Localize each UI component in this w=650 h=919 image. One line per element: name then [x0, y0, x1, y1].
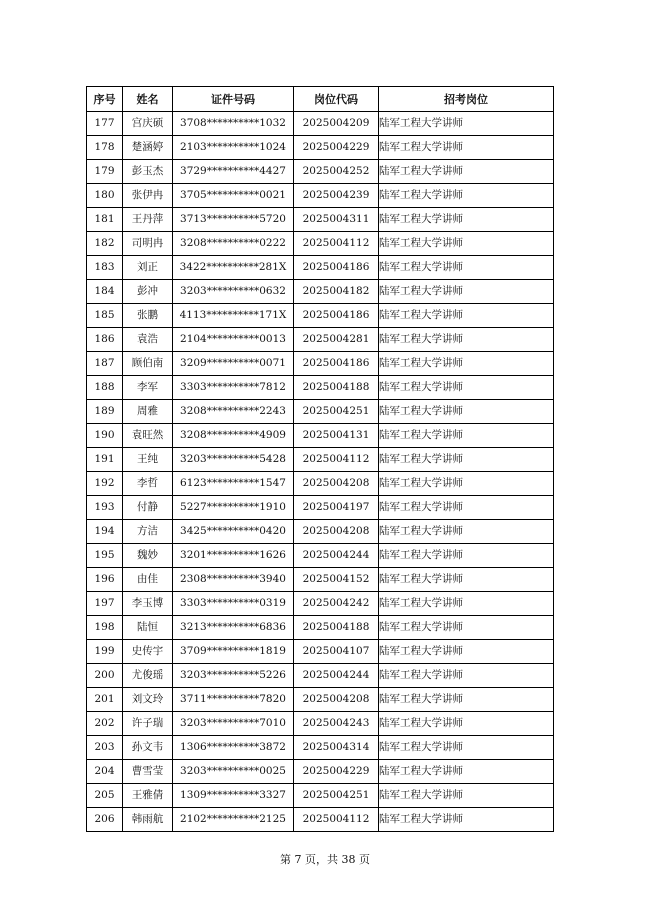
cell-serial: 189	[87, 400, 123, 424]
table-row	[87, 472, 554, 496]
cell-serial: 203	[87, 736, 123, 760]
cell-name: 张伊冉	[123, 184, 173, 208]
cell-post: 陆军工程大学讲师	[379, 592, 554, 616]
cell-id-number: 3203**********0025	[173, 760, 294, 784]
cell-id-number: 3425**********0420	[173, 520, 294, 544]
cell-post: 陆军工程大学讲师	[379, 496, 554, 520]
table-row	[87, 400, 554, 424]
table-row	[87, 784, 554, 808]
table-row	[87, 616, 554, 640]
cell-post-code: 2025004242	[294, 592, 379, 616]
cell-post: 陆军工程大学讲师	[379, 184, 554, 208]
cell-name: 方洁	[123, 520, 173, 544]
cell-serial: 204	[87, 760, 123, 784]
cell-post-code: 2025004251	[294, 784, 379, 808]
cell-serial: 193	[87, 496, 123, 520]
cell-post: 陆军工程大学讲师	[379, 376, 554, 400]
cell-post-code: 2025004244	[294, 664, 379, 688]
cell-post: 陆军工程大学讲师	[379, 688, 554, 712]
cell-post: 陆军工程大学讲师	[379, 520, 554, 544]
cell-id-number: 3203**********5428	[173, 448, 294, 472]
candidate-table	[86, 86, 554, 832]
cell-post-code: 2025004208	[294, 520, 379, 544]
cell-post-code: 2025004229	[294, 760, 379, 784]
cell-id-number: 3203**********0632	[173, 280, 294, 304]
cell-post-code: 2025004182	[294, 280, 379, 304]
cell-name: 王丹萍	[123, 208, 173, 232]
cell-post-code: 2025004186	[294, 304, 379, 328]
table-row	[87, 760, 554, 784]
cell-post: 陆军工程大学讲师	[379, 472, 554, 496]
cell-post-code: 2025004197	[294, 496, 379, 520]
table-row	[87, 352, 554, 376]
cell-post: 陆军工程大学讲师	[379, 448, 554, 472]
cell-serial: 194	[87, 520, 123, 544]
cell-id-number: 3203**********5226	[173, 664, 294, 688]
table-row	[87, 688, 554, 712]
cell-post: 陆军工程大学讲师	[379, 712, 554, 736]
cell-post: 陆军工程大学讲师	[379, 400, 554, 424]
cell-post-code: 2025004188	[294, 376, 379, 400]
cell-id-number: 3709**********1819	[173, 640, 294, 664]
cell-id-number: 3208**********2243	[173, 400, 294, 424]
cell-name: 李玉博	[123, 592, 173, 616]
table-row	[87, 808, 554, 832]
cell-post-code: 2025004131	[294, 424, 379, 448]
cell-post: 陆军工程大学讲师	[379, 664, 554, 688]
table-row	[87, 712, 554, 736]
table-header-row	[87, 87, 554, 112]
cell-serial: 198	[87, 616, 123, 640]
cell-name: 王纯	[123, 448, 173, 472]
table-row	[87, 424, 554, 448]
cell-id-number: 3213**********6836	[173, 616, 294, 640]
header-serial: 序号	[87, 87, 123, 112]
cell-name: 王雅倩	[123, 784, 173, 808]
cell-id-number: 3303**********7812	[173, 376, 294, 400]
cell-name: 张鹏	[123, 304, 173, 328]
cell-post-code: 2025004243	[294, 712, 379, 736]
cell-post: 陆军工程大学讲师	[379, 328, 554, 352]
cell-post: 陆军工程大学讲师	[379, 304, 554, 328]
cell-id-number: 3208**********0222	[173, 232, 294, 256]
cell-id-number: 2104**********0013	[173, 328, 294, 352]
table-row	[87, 208, 554, 232]
cell-post: 陆军工程大学讲师	[379, 232, 554, 256]
cell-post-code: 2025004229	[294, 136, 379, 160]
cell-id-number: 5227**********1910	[173, 496, 294, 520]
cell-id-number: 1306**********3872	[173, 736, 294, 760]
cell-name: 韩雨航	[123, 808, 173, 832]
cell-serial: 206	[87, 808, 123, 832]
table-row	[87, 520, 554, 544]
table-row	[87, 496, 554, 520]
header-name: 姓名	[123, 87, 173, 112]
cell-post: 陆军工程大学讲师	[379, 736, 554, 760]
cell-id-number: 3201**********1626	[173, 544, 294, 568]
cell-post: 陆军工程大学讲师	[379, 808, 554, 832]
cell-post-code: 2025004208	[294, 688, 379, 712]
cell-post: 陆军工程大学讲师	[379, 640, 554, 664]
cell-name: 史传宇	[123, 640, 173, 664]
cell-serial: 178	[87, 136, 123, 160]
cell-name: 李军	[123, 376, 173, 400]
cell-id-number: 2102**********2125	[173, 808, 294, 832]
table-row	[87, 664, 554, 688]
cell-post: 陆军工程大学讲师	[379, 208, 554, 232]
page-number: 第 7 页，共 38 页	[280, 853, 370, 866]
cell-id-number: 3729**********4427	[173, 160, 294, 184]
table-row	[87, 232, 554, 256]
cell-post: 陆军工程大学讲师	[379, 568, 554, 592]
table-row	[87, 544, 554, 568]
table-body	[87, 112, 554, 832]
table-row	[87, 256, 554, 280]
cell-serial: 197	[87, 592, 123, 616]
header-post: 招考岗位	[379, 87, 554, 112]
cell-post: 陆军工程大学讲师	[379, 784, 554, 808]
cell-post-code: 2025004314	[294, 736, 379, 760]
cell-name: 魏妙	[123, 544, 173, 568]
cell-id-number: 3422**********281X	[173, 256, 294, 280]
cell-post-code: 2025004107	[294, 640, 379, 664]
cell-name: 司明冉	[123, 232, 173, 256]
table-row	[87, 448, 554, 472]
header-id-number: 证件号码	[173, 87, 294, 112]
cell-id-number: 3209**********0071	[173, 352, 294, 376]
cell-name: 顾伯南	[123, 352, 173, 376]
cell-name: 付静	[123, 496, 173, 520]
cell-name: 彭冲	[123, 280, 173, 304]
table-row	[87, 328, 554, 352]
cell-serial: 182	[87, 232, 123, 256]
cell-post: 陆军工程大学讲师	[379, 136, 554, 160]
cell-name: 尤俊瑶	[123, 664, 173, 688]
cell-post-code: 2025004112	[294, 808, 379, 832]
cell-post-code: 2025004311	[294, 208, 379, 232]
table-row	[87, 592, 554, 616]
table-row	[87, 160, 554, 184]
cell-serial: 180	[87, 184, 123, 208]
cell-serial: 184	[87, 280, 123, 304]
cell-post-code: 2025004112	[294, 448, 379, 472]
cell-id-number: 4113**********171X	[173, 304, 294, 328]
table-row	[87, 184, 554, 208]
cell-post: 陆军工程大学讲师	[379, 760, 554, 784]
cell-id-number: 3208**********4909	[173, 424, 294, 448]
cell-post: 陆军工程大学讲师	[379, 616, 554, 640]
cell-serial: 200	[87, 664, 123, 688]
cell-id-number: 3708**********1032	[173, 112, 294, 136]
cell-id-number: 3705**********0021	[173, 184, 294, 208]
table-row	[87, 568, 554, 592]
cell-post-code: 2025004251	[294, 400, 379, 424]
cell-post: 陆军工程大学讲师	[379, 424, 554, 448]
cell-serial: 195	[87, 544, 123, 568]
cell-serial: 186	[87, 328, 123, 352]
cell-post-code: 2025004208	[294, 472, 379, 496]
cell-serial: 183	[87, 256, 123, 280]
cell-name: 周雅	[123, 400, 173, 424]
cell-name: 许子瑞	[123, 712, 173, 736]
cell-post-code: 2025004239	[294, 184, 379, 208]
table-row	[87, 640, 554, 664]
cell-post-code: 2025004186	[294, 352, 379, 376]
cell-post: 陆军工程大学讲师	[379, 160, 554, 184]
cell-post-code: 2025004244	[294, 544, 379, 568]
cell-serial: 199	[87, 640, 123, 664]
cell-name: 陆恒	[123, 616, 173, 640]
cell-serial: 196	[87, 568, 123, 592]
cell-id-number: 6123**********1547	[173, 472, 294, 496]
cell-id-number: 2308**********3940	[173, 568, 294, 592]
cell-serial: 190	[87, 424, 123, 448]
cell-name: 刘文玲	[123, 688, 173, 712]
table-row	[87, 376, 554, 400]
cell-name: 刘正	[123, 256, 173, 280]
cell-post-code: 2025004209	[294, 112, 379, 136]
table-row	[87, 280, 554, 304]
cell-serial: 205	[87, 784, 123, 808]
cell-name: 袁旺然	[123, 424, 173, 448]
table-row	[87, 112, 554, 136]
cell-post: 陆军工程大学讲师	[379, 256, 554, 280]
cell-name: 宫庆硕	[123, 112, 173, 136]
cell-post-code: 2025004152	[294, 568, 379, 592]
cell-id-number: 1309**********3327	[173, 784, 294, 808]
cell-name: 李哲	[123, 472, 173, 496]
cell-post-code: 2025004252	[294, 160, 379, 184]
cell-serial: 181	[87, 208, 123, 232]
cell-name: 孙文韦	[123, 736, 173, 760]
cell-serial: 187	[87, 352, 123, 376]
table-row	[87, 136, 554, 160]
cell-post: 陆军工程大学讲师	[379, 280, 554, 304]
cell-id-number: 3711**********7820	[173, 688, 294, 712]
cell-id-number: 2103**********1024	[173, 136, 294, 160]
table-row	[87, 736, 554, 760]
cell-post: 陆军工程大学讲师	[379, 112, 554, 136]
cell-post-code: 2025004281	[294, 328, 379, 352]
cell-id-number: 3303**********0319	[173, 592, 294, 616]
cell-name: 楚涵婷	[123, 136, 173, 160]
cell-serial: 201	[87, 688, 123, 712]
cell-post: 陆军工程大学讲师	[379, 352, 554, 376]
cell-post: 陆军工程大学讲师	[379, 544, 554, 568]
cell-id-number: 3203**********7010	[173, 712, 294, 736]
cell-name: 由佳	[123, 568, 173, 592]
cell-post-code: 2025004112	[294, 232, 379, 256]
cell-post-code: 2025004188	[294, 616, 379, 640]
cell-post-code: 2025004186	[294, 256, 379, 280]
cell-serial: 202	[87, 712, 123, 736]
cell-serial: 179	[87, 160, 123, 184]
table-row	[87, 304, 554, 328]
cell-id-number: 3713**********5720	[173, 208, 294, 232]
cell-name: 曹雪莹	[123, 760, 173, 784]
header-post-code: 岗位代码	[294, 87, 379, 112]
cell-serial: 188	[87, 376, 123, 400]
cell-serial: 191	[87, 448, 123, 472]
cell-serial: 192	[87, 472, 123, 496]
cell-serial: 185	[87, 304, 123, 328]
cell-name: 彭玉杰	[123, 160, 173, 184]
cell-name: 袁浩	[123, 328, 173, 352]
cell-serial: 177	[87, 112, 123, 136]
